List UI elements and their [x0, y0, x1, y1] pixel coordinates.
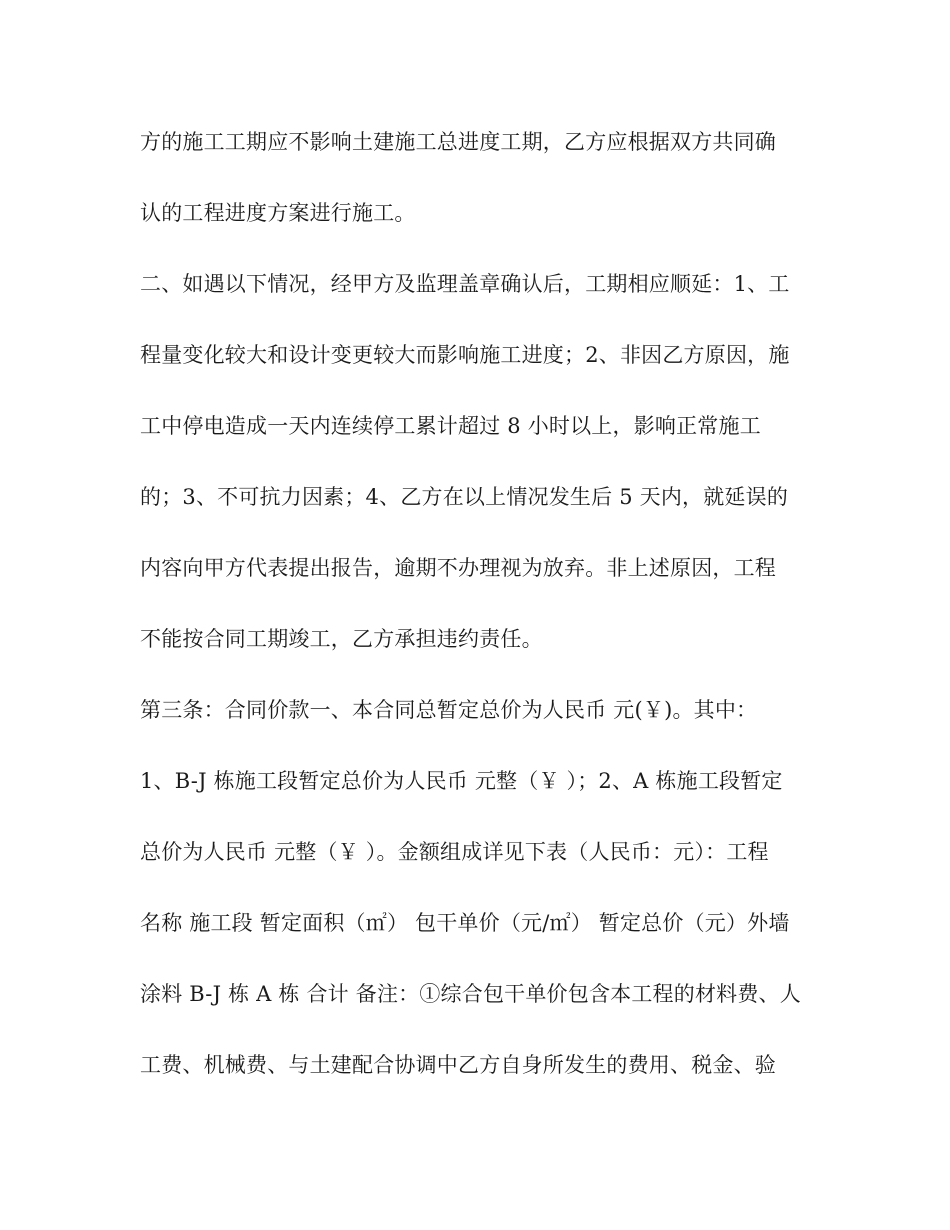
text-line: 名称 施工段 暂定面积（㎡） 包干单价（元/㎡） 暂定总价（元）外墙 [140, 911, 790, 935]
text-line: 认的工程进度方案进行施工。 [140, 201, 416, 225]
text-line: 工中停电造成一天内连续停工累计超过 8 小时以上，影响正常施工 [140, 414, 761, 438]
text-line: 涂料 B-J 栋 A 栋 合计 备注：①综合包干单价包含本工程的材料费、人 [140, 982, 801, 1006]
text-line: 第三条：合同价款一、本合同总暂定总价为人民币 元(￥)。其中： [140, 698, 758, 722]
text-line: 总价为人民币 元整（￥ ）。金额组成详见下表（人民币：元）：工程 [140, 840, 769, 864]
text-line: 二、如遇以下情况，经甲方及监理盖章确认后，工期相应顺延：1、工 [140, 272, 790, 296]
text-line: 工费、机械费、与土建配合协调中乙方自身所发生的费用、税金、验 [140, 1053, 776, 1077]
text-line: 方的施工工期应不影响土建施工总进度工期，乙方应根据双方共同确 [140, 130, 776, 154]
text-line: 的；3、不可抗力因素；4、乙方在以上情况发生后 5 天内，就延误的 [140, 485, 789, 509]
text-line: 不能按合同工期竣工，乙方承担违约责任。 [140, 627, 543, 651]
text-line: 1、B-J 栋施工段暂定总价为人民币 元整（￥ ）；2、A 栋施工段暂定 [140, 769, 783, 793]
text-line: 内容向甲方代表提出报告，逾期不办理视为放弃。非上述原因，工程 [140, 556, 776, 580]
text-line: 程量变化较大和设计变更较大而影响施工进度；2、非因乙方原因，施 [140, 343, 790, 367]
